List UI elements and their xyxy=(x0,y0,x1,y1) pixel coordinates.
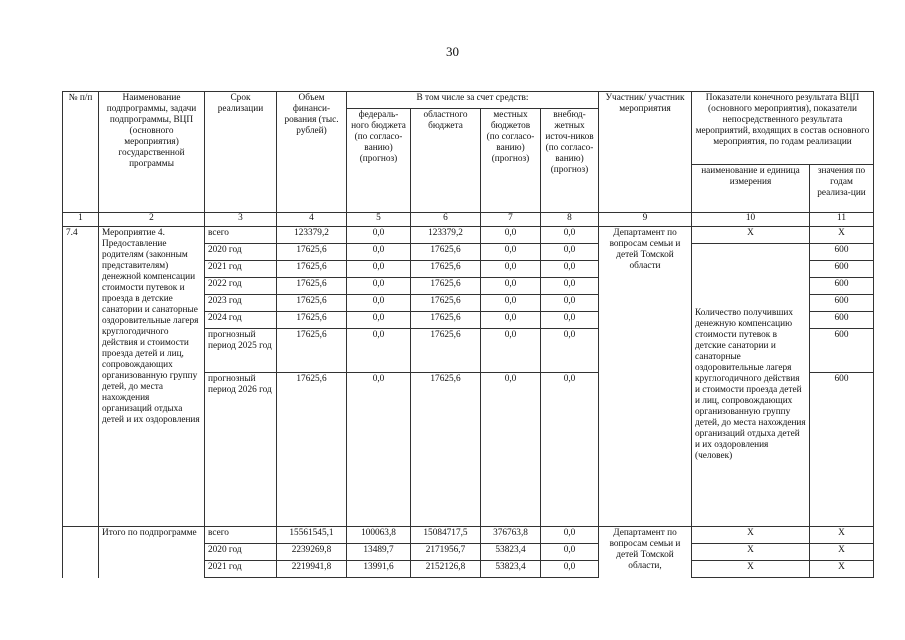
regional-cell: 123379,2 xyxy=(411,227,481,244)
term-cell: всего xyxy=(205,527,277,544)
header-sources-group: В том числе за счет средств: xyxy=(347,92,599,109)
regional-cell: 17625,6 xyxy=(411,295,481,312)
header-indicators-group: Показатели конечного результата ВЦП (основного мероприятия), показатели непосредственного результата мероприятий, входящих в состав основного мероприятия, по годам реализации xyxy=(692,92,874,165)
regional-cell: 2152126,8 xyxy=(411,561,481,578)
header-indicator-name: наименование и единица измерения xyxy=(692,165,810,213)
indicator-value-cell: 600 xyxy=(810,244,874,261)
volume-cell: 17625,6 xyxy=(277,373,347,527)
term-cell: 2021 год xyxy=(205,261,277,278)
offbudget-cell: 0,0 xyxy=(541,244,599,261)
federal-cell: 0,0 xyxy=(347,373,411,527)
measure-participant: Департамент по вопросам семьи и детей Томской области xyxy=(599,227,692,527)
regional-cell: 17625,6 xyxy=(411,373,481,527)
federal-cell: 0,0 xyxy=(347,278,411,295)
offbudget-cell: 0,0 xyxy=(541,373,599,527)
regional-cell: 17625,6 xyxy=(411,244,481,261)
regional-cell: 17625,6 xyxy=(411,312,481,329)
term-cell: 2022 год xyxy=(205,278,277,295)
federal-cell: 100063,8 xyxy=(347,527,411,544)
federal-cell: 13991,6 xyxy=(347,561,411,578)
federal-cell: 0,0 xyxy=(347,261,411,278)
header-indicator-values: значения по годам реализа-ции xyxy=(810,165,874,213)
total-participant: Департамент по вопросам семьи и детей Томской области, xyxy=(599,527,692,578)
local-cell: 0,0 xyxy=(481,261,541,278)
volume-cell: 2239269,8 xyxy=(277,544,347,561)
term-cell: 2024 год xyxy=(205,312,277,329)
federal-cell: 13489,7 xyxy=(347,544,411,561)
column-number: 3 xyxy=(205,213,277,227)
column-number: 10 xyxy=(692,213,810,227)
term-cell: прогнозный период 2025 год xyxy=(205,329,277,373)
volume-cell: 17625,6 xyxy=(277,261,347,278)
regional-cell: 2171956,7 xyxy=(411,544,481,561)
term-cell: всего xyxy=(205,227,277,244)
header-federal: федераль-ного бюджета (по согласо-ванию) (прогноз) xyxy=(347,109,411,213)
term-cell: 2023 год xyxy=(205,295,277,312)
column-number: 5 xyxy=(347,213,411,227)
local-cell: 53823,4 xyxy=(481,544,541,561)
federal-cell: 0,0 xyxy=(347,227,411,244)
measure-number: 7.4 xyxy=(63,227,99,527)
offbudget-cell: 0,0 xyxy=(541,329,599,373)
column-number: 6 xyxy=(411,213,481,227)
local-cell: 0,0 xyxy=(481,295,541,312)
local-cell: 0,0 xyxy=(481,312,541,329)
indicator-name-cell: Х xyxy=(692,227,810,244)
indicator-value-cell: Х xyxy=(810,544,874,561)
federal-cell: 0,0 xyxy=(347,244,411,261)
measure-name: Мероприятие 4. Предоставление родителям (законным представителям) денежной компенсации стоимости путевок и проезда в детские санатории и санаторные оздоровительные лагеря круглогодичного действия и стоимости проезда детей и лиц, сопровождающих организованную группу детей, до места нахождения организаций отдыха детей и их оздоровления xyxy=(99,227,205,527)
federal-cell: 0,0 xyxy=(347,329,411,373)
column-number: 9 xyxy=(599,213,692,227)
indicator-name-cell: Х xyxy=(692,561,810,578)
indicator-value-cell: Х xyxy=(810,527,874,544)
term-cell: 2021 год xyxy=(205,561,277,578)
indicator-value-cell: 600 xyxy=(810,278,874,295)
total-name: Итого по подпрограмме xyxy=(99,527,205,578)
local-cell: 0,0 xyxy=(481,278,541,295)
column-number: 1 xyxy=(63,213,99,227)
local-cell: 0,0 xyxy=(481,329,541,373)
volume-cell: 123379,2 xyxy=(277,227,347,244)
total-number xyxy=(63,527,99,578)
table-row xyxy=(63,227,874,244)
volume-cell: 15561545,1 xyxy=(277,527,347,544)
column-number: 8 xyxy=(541,213,599,227)
header-number: № п/п xyxy=(63,92,99,213)
volume-cell: 17625,6 xyxy=(277,244,347,261)
indicator-value-cell: 600 xyxy=(810,329,874,373)
volume-cell: 2219941,8 xyxy=(277,561,347,578)
column-number: 4 xyxy=(277,213,347,227)
term-cell: 2020 год xyxy=(205,544,277,561)
offbudget-cell: 0,0 xyxy=(541,544,599,561)
indicator-value-cell: 600 xyxy=(810,373,874,527)
local-cell: 0,0 xyxy=(481,227,541,244)
offbudget-cell: 0,0 xyxy=(541,561,599,578)
header-regional: областного бюджета xyxy=(411,109,481,213)
federal-cell: 0,0 xyxy=(347,295,411,312)
federal-cell: 0,0 xyxy=(347,312,411,329)
local-cell: 53823,4 xyxy=(481,561,541,578)
column-number: 11 xyxy=(810,213,874,227)
indicator-name-cell: Х xyxy=(692,527,810,544)
budget-table xyxy=(62,91,874,578)
indicator-value-cell: 600 xyxy=(810,312,874,329)
offbudget-cell: 0,0 xyxy=(541,278,599,295)
volume-cell: 17625,6 xyxy=(277,329,347,373)
table-row xyxy=(63,527,874,544)
offbudget-cell: 0,0 xyxy=(541,527,599,544)
column-number: 7 xyxy=(481,213,541,227)
offbudget-cell: 0,0 xyxy=(541,261,599,278)
header-volume: Объем финанси-рования (тыс. рублей) xyxy=(277,92,347,213)
column-number: 2 xyxy=(99,213,205,227)
offbudget-cell: 0,0 xyxy=(541,312,599,329)
offbudget-cell: 0,0 xyxy=(541,295,599,312)
volume-cell: 17625,6 xyxy=(277,312,347,329)
indicator-value-cell: Х xyxy=(810,227,874,244)
indicator-value-cell: 600 xyxy=(810,295,874,312)
indicator-name-cell: Х xyxy=(692,544,810,561)
term-cell: 2020 год xyxy=(205,244,277,261)
offbudget-cell: 0,0 xyxy=(541,227,599,244)
regional-cell: 17625,6 xyxy=(411,329,481,373)
local-cell: 376763,8 xyxy=(481,527,541,544)
local-cell: 0,0 xyxy=(481,244,541,261)
page-number: 30 xyxy=(446,44,459,59)
regional-cell: 15084717,5 xyxy=(411,527,481,544)
volume-cell: 17625,6 xyxy=(277,295,347,312)
header-name: Наименование подпрограммы, задачи подпрограммы, ВЦП (основного мероприятия) государственной программы xyxy=(99,92,205,213)
header-term: Срок реализации xyxy=(205,92,277,213)
volume-cell: 17625,6 xyxy=(277,278,347,295)
indicator-value-cell: Х xyxy=(810,561,874,578)
local-cell: 0,0 xyxy=(481,373,541,527)
header-offbudget: внебюд-жетных источ-ников (по согласо-ванию) (прогноз) xyxy=(541,109,599,213)
regional-cell: 17625,6 xyxy=(411,261,481,278)
header-participant: Участник/ участник мероприятия xyxy=(599,92,692,213)
indicator-value-cell: 600 xyxy=(810,261,874,278)
regional-cell: 17625,6 xyxy=(411,278,481,295)
term-cell: прогнозный период 2026 год xyxy=(205,373,277,527)
measure-indicator: Количество получивших денежную компенсацию стоимости путевок в детские санатории и санаторные оздоровительные лагеря круглогодичного действия и стоимости проезда детей и лиц, сопровождающих организованную группу детей, до места нахождения организаций отдыха детей и их оздоровления (человек) xyxy=(692,244,810,527)
header-local: местных бюджетов (по согласо-ванию) (прогноз) xyxy=(481,109,541,213)
